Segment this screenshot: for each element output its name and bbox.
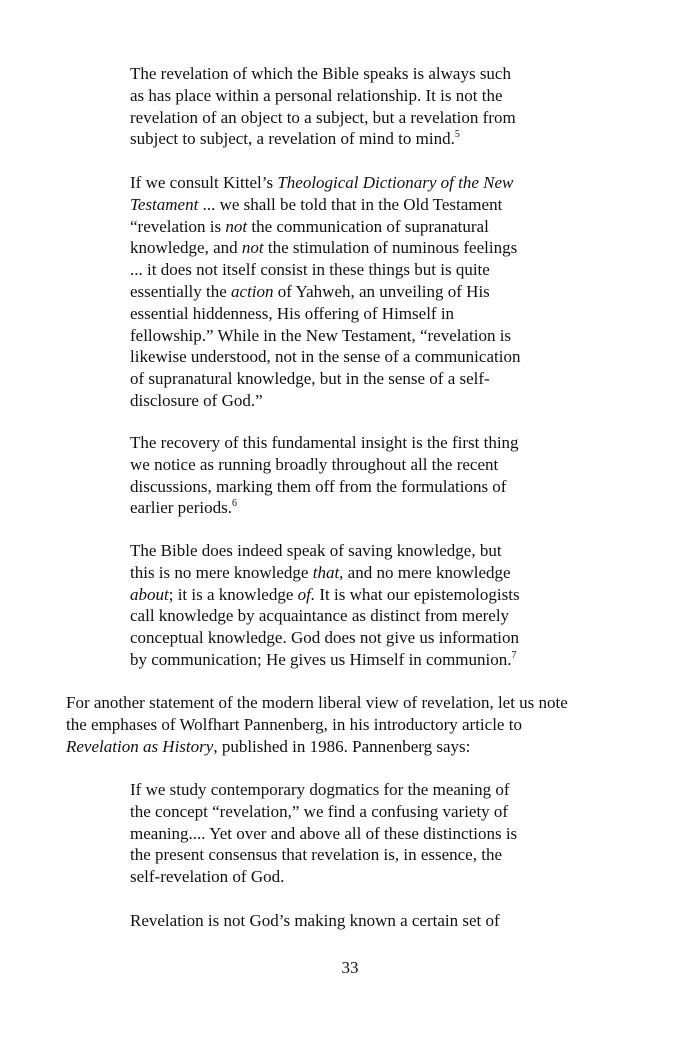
text-line xyxy=(130,390,570,412)
text-line xyxy=(130,910,570,932)
text-run: meaning.... Yet over and above all of these distinctions is xyxy=(130,823,518,843)
text-run: the communication of supranatural xyxy=(247,216,489,236)
text-run: likewise understood, not in the sense of a communication xyxy=(130,347,521,367)
text-run: self-revelation of God. xyxy=(130,867,285,887)
text-run: ; it is a knowledge xyxy=(168,584,298,604)
text-run: disclosure of God.” xyxy=(130,390,263,410)
text-line xyxy=(130,237,570,259)
text-run: , and no mere knowledge xyxy=(339,562,511,582)
block-quote-paragraph xyxy=(130,910,570,932)
text-run: call knowledge by acquaintance as distinct from merely xyxy=(130,606,510,626)
text-line xyxy=(66,714,636,736)
body-paragraph xyxy=(66,692,636,757)
text-run: this is no mere knowledge xyxy=(130,562,313,582)
text-line xyxy=(130,432,570,454)
text-line xyxy=(130,346,570,368)
text-line xyxy=(130,63,570,85)
text-line xyxy=(130,259,570,281)
text-line xyxy=(130,172,570,194)
footnote-marker: 5 xyxy=(454,129,460,141)
text-run: earlier periods. xyxy=(130,498,232,518)
text-run: by communication; He gives us Himself in communion. xyxy=(130,649,512,669)
text-run: subject to subject, a revelation of mind to mind. xyxy=(130,129,455,149)
italic-text: not xyxy=(241,238,264,258)
block-quote-paragraph xyxy=(130,63,570,150)
text-line xyxy=(130,779,570,801)
text-run: The revelation of which the Bible speaks is always such xyxy=(130,64,511,83)
text-line xyxy=(130,281,570,303)
text-line xyxy=(130,216,570,238)
block-quote-paragraph xyxy=(130,172,570,412)
text-line xyxy=(130,368,570,390)
text-run: we notice as running broadly throughout all the recent xyxy=(130,454,499,474)
text-run: For another statement of the modern liberal view of revelation, let us note xyxy=(66,693,568,712)
text-run: fellowship.” While in the New Testament, “revelation is xyxy=(130,325,512,345)
text-line xyxy=(130,627,570,649)
text-line xyxy=(130,649,570,671)
text-run: the concept “revelation,” we find a confusing variety of xyxy=(130,801,509,821)
text-run: discussions, marking them off from the formulations of xyxy=(130,476,507,496)
text-run: the emphases of Wolfhart Pannenberg, in his introductory article to xyxy=(66,714,522,734)
italic-text: Theological Dictionary of the New xyxy=(277,173,514,192)
text-line xyxy=(130,454,570,476)
text-run: essentially the xyxy=(130,281,232,301)
text-run: revelation of an object to a subject, but a revelation from xyxy=(130,107,516,127)
text-run: The Bible does indeed speak of saving knowledge, but xyxy=(130,541,502,560)
text-line xyxy=(130,605,570,627)
text-line xyxy=(130,325,570,347)
text-run: “revelation is xyxy=(130,216,226,236)
italic-text: Testament xyxy=(130,194,199,214)
text-line xyxy=(130,823,570,845)
text-run: conceptual knowledge. God does not give us information xyxy=(130,628,520,648)
text-line xyxy=(130,584,570,606)
text-run: knowledge, and xyxy=(130,238,242,258)
page-number: 33 xyxy=(341,958,359,977)
text-line xyxy=(66,736,636,758)
italic-text: of. xyxy=(297,584,316,604)
text-run: , published in 1986. Pannenberg says: xyxy=(213,736,471,756)
text-run: If we consult Kittel’s xyxy=(130,173,278,192)
italic-text: action xyxy=(231,281,274,301)
text-run: the present consensus that revelation is, in essence, the xyxy=(130,845,502,865)
text-run: ... we shall be told that in the Old Testament xyxy=(198,194,503,214)
italic-text: not xyxy=(225,216,248,236)
text-line xyxy=(130,540,570,562)
text-run: ... it does not itself consist in these things but is quite xyxy=(130,260,490,280)
footnote-marker: 6 xyxy=(231,498,237,510)
text-run: The recovery of this fundamental insight is the first thing xyxy=(130,433,519,452)
italic-text: that xyxy=(312,562,340,582)
italic-text: Revelation as History xyxy=(66,736,214,756)
italic-text: about xyxy=(130,584,169,604)
text-line xyxy=(130,562,570,584)
text-line xyxy=(130,107,570,129)
text-line xyxy=(130,801,570,823)
text-run: Revelation is not God’s making known a certain set of xyxy=(130,911,500,930)
text-line xyxy=(130,128,570,150)
text-line xyxy=(130,303,570,325)
text-line xyxy=(130,844,570,866)
text-line xyxy=(66,692,636,714)
text-run: of Yahweh, an unveiling of His xyxy=(273,281,490,301)
footnote-marker: 7 xyxy=(511,649,517,661)
text-run: It is what our epistemologists xyxy=(315,584,520,604)
text-run: of supranatural knowledge, but in the sense of a self- xyxy=(130,369,490,389)
text-run: essential hiddenness, His offering of Himself in xyxy=(130,303,455,323)
text-run: the stimulation of numinous feelings xyxy=(263,238,518,258)
block-quote-paragraph xyxy=(130,432,570,519)
text-run: If we study contemporary dogmatics for the meaning of xyxy=(130,780,510,799)
block-quote-paragraph xyxy=(130,540,570,671)
block-quote-paragraph xyxy=(130,779,570,888)
text-line xyxy=(130,85,570,107)
text-line xyxy=(130,194,570,216)
text-line xyxy=(130,497,570,519)
text-run: as has place within a personal relationship. It is not the xyxy=(130,85,503,105)
text-line xyxy=(130,476,570,498)
text-line xyxy=(130,866,570,888)
